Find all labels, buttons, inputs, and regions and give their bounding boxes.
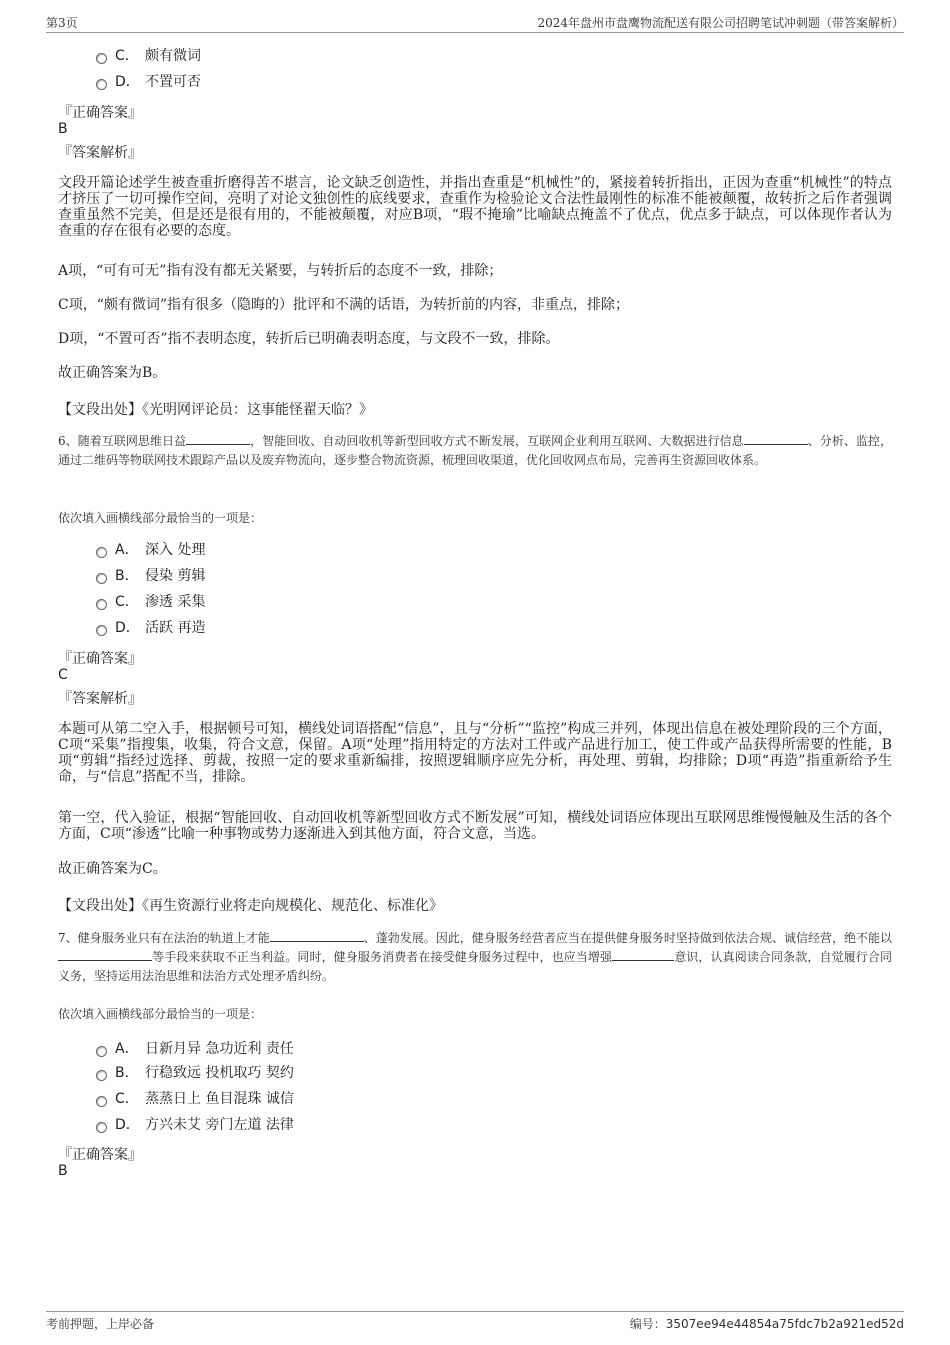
q6-option-a[interactable]: A． 深入 处理 [96, 540, 205, 560]
q5-answer: B [58, 121, 68, 137]
q6-prompt: 依次填入画横线部分最恰当的一项是： [58, 511, 263, 525]
q6-analysis-label: 『答案解析』 [58, 691, 142, 707]
q6-option-c[interactable]: C． 渗透 采集 [96, 592, 205, 612]
q5-analysis-paragraph: 故正确答案为B。 [58, 365, 167, 381]
radio-icon[interactable] [96, 53, 107, 64]
radio-icon[interactable] [96, 1046, 107, 1057]
q6-analysis-paragraph: 第一空，代入验证，根据“智能回收、自动回收机等新型回收方式不断发展”可知，横线处词语应体现出互联网思维慢慢触及生活的各个方面，C项“渗透”比喻一种事物或势力逐渐进入到其他方面，符合文意，当选。 [58, 810, 892, 842]
q6-option-b[interactable]: B． 侵染 剪辑 [96, 566, 205, 586]
radio-icon[interactable] [96, 79, 107, 90]
fill-blank [186, 432, 250, 445]
radio-icon[interactable] [96, 1096, 107, 1107]
q7-answer: B [58, 1163, 68, 1179]
q7-option-a[interactable]: A． 日新月异 急功近利 责任 [96, 1039, 294, 1059]
radio-icon[interactable] [96, 625, 107, 636]
q6-answer-label: 『正确答案』 [58, 651, 142, 667]
q5-analysis-label: 『答案解析』 [58, 145, 142, 161]
fill-blank [270, 929, 364, 942]
q7-option-b[interactable]: B． 行稳致远 投机取巧 契约 [96, 1063, 294, 1083]
fill-blank [744, 432, 808, 445]
q5-analysis-paragraph: A项，“可有可无”指有没有都无关紧要，与转折后的态度不一致，排除； [58, 263, 503, 279]
q6-analysis-paragraph: 故正确答案为C。 [58, 861, 167, 877]
q6-stem: 6、随着互联网思维日益 ，智能回收、自动回收机等新型回收方式不断发展，互联网企业利用互联网、大数据进行信息 、分析、监控，通过二维码等物联网技术跟踪产品以及废弃物流向，逐步整合物流资源，梳理回收渠道，优化回收网点布局，完善再生资源回收体系。 [58, 434, 892, 467]
q6-answer: C [58, 667, 68, 683]
fill-blank [58, 948, 152, 961]
radio-icon[interactable] [96, 1122, 107, 1133]
q5-answer-label: 『正确答案』 [58, 105, 142, 121]
page-number: 第3页 [46, 16, 78, 30]
q5-option-d[interactable]: D． 不置可否 [96, 72, 201, 92]
q5-analysis-paragraph: D项，“不置可否”指不表明态度，转折后已明确表明态度，与文段不一致，排除。 [58, 331, 560, 347]
q6-option-d[interactable]: D． 活跃 再造 [96, 618, 205, 638]
radio-icon[interactable] [96, 547, 107, 558]
q7-option-d[interactable]: D． 方兴未艾 旁门左道 法律 [96, 1115, 294, 1135]
q6-analysis-paragraph: 本题可从第二空入手，根据顿号可知，横线处词语搭配“信息”，且与“分析”“监控”构成三并列，体现出信息在被处理阶段的三个方面，C项“采集”指搜集，收集，符合文意，保留。A项“处理”指用特定的方法对工件或产品进行加工，使工件或产品获得所需要的性能，B项“剪辑”指经过选择、剪裁，按照一定的要求重新编排，按照逻辑顺序应先分析，再处理、剪辑，均排除；D项“再造”指重新给予生命，与“信息”搭配不当，排除。 [58, 721, 892, 785]
q5-analysis-paragraph: 文段开篇论述学生被查重折磨得苦不堪言，论文缺乏创造性，并指出查重是“机械性”的，紧接着转折指出，正因为查重“机械性”的特点才挤压了一切可操作空间，亮明了对论文独创性的底线要求，查重作为检验论文合法性最刚性的标准不能被颠覆，故转折之后作者强调查重虽然不完美，但是还是很有用的，不能被颠覆，对应B项，“瑕不掩瑜”比喻缺点掩盖不了优点，优点多于缺点，可以体现作者认为查重的存在很有必要的态度。 [58, 175, 892, 239]
document-id: 编号：3507ee94e44854a75fdc7b2a921ed52d [629, 1317, 904, 1331]
fill-blank [612, 948, 674, 961]
radio-icon[interactable] [96, 1070, 107, 1081]
q7-stem: 7、健身服务业只有在法治的轨道上才能 、蓬勃发展。因此，健身服务经营者应当在提供健身服务时坚持做到依法合规、诚信经营，绝不能以等手段来获取不正当利益。同时，健身服务消费者在接受健身服务过程中，也应当增强 意识，认真阅读合同条款，自觉履行合同义务，坚持运用法治思维和法治方式处理矛盾纠纷。 [58, 931, 892, 983]
document-title: 2024年盘州市盘鹰物流配送有限公司招聘笔试冲刺题（带答案解析） [537, 16, 904, 30]
radio-icon[interactable] [96, 573, 107, 584]
q6-source: 【文段出处】《再生资源行业将走向规模化、规范化、标准化》 [58, 898, 443, 914]
q5-option-c[interactable]: C． 颇有微词 [96, 46, 201, 66]
q7-prompt: 依次填入画横线部分最恰当的一项是： [58, 1007, 263, 1021]
page-header [46, 14, 904, 33]
q7-option-c[interactable]: C． 蒸蒸日上 鱼目混珠 诚信 [96, 1089, 294, 1109]
radio-icon[interactable] [96, 599, 107, 610]
q5-source: 【文段出处】《光明网评论员：这事能怪翟天临？》 [58, 402, 373, 418]
footer-slogan: 考前押题，上岸必备 [46, 1317, 155, 1331]
q5-analysis-paragraph: C项，“颇有微词”指有很多（隐晦的）批评和不满的话语，为转折前的内容，非重点，排除； [58, 297, 630, 313]
q7-answer-label: 『正确答案』 [58, 1147, 142, 1163]
page-footer [46, 1311, 904, 1333]
